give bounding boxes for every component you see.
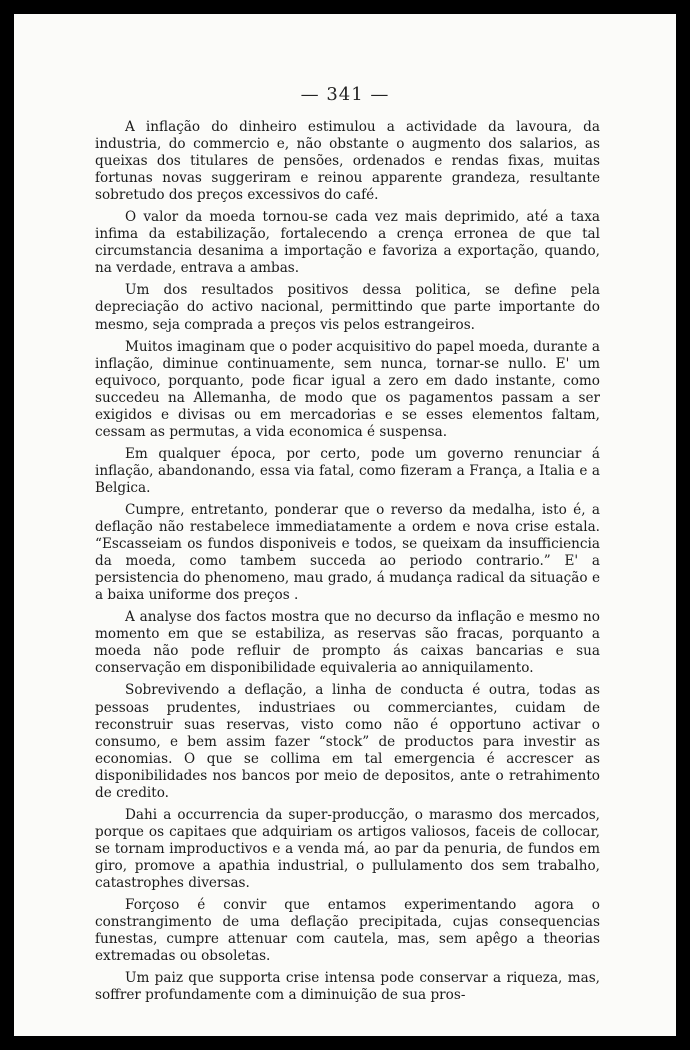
paragraph-3: Um dos resultados positivos dessa politica, se define pela depreciação do activo nacional, permittindo que parte importante do mesmo, seja comprada a preços vis pelos estrangeiros.: [95, 282, 600, 333]
paragraph-9: Dahi a occurrencia da super-producção, o marasmo dos mercados, porque os capitaes que adquiriam os artigos valiosos, faceis de collocar, se tornam improductivos e a venda má, ao par da penuria, de fundos em giro, promove a apathia industrial, o pullulamento dos sem trabalho, catastrophes diversas.: [95, 806, 600, 891]
page-number: — 341 —: [300, 84, 390, 105]
paragraph-2: O valor da moeda tornou-se cada vez mais deprimido, até a taxa infima da estabilização, fortalecendo a crença erronea de que tal circumstancia desanima a importação e favoriza a exportação, quando, na verdade, entrava a ambas.: [95, 209, 600, 277]
paragraph-8: Sobrevivendo a deflação, a linha de conducta é outra, todas as pessoas prudentes, industriaes ou commerciantes, cuidam de reconstruir suas reservas, visto como não é opportuno activar o consumo, e bem assim fazer “stock” de productos para investir as economias. O que se collima em tal emergencia é accrescer as disponibilidades nos bancos por meio de depositos, ante o retrahimento de credito.: [95, 682, 600, 801]
paragraph-11: Um paiz que supporta crise intensa pode conservar a riqueza, mas, soffrer profundamente com a diminuição de sua pros-: [95, 970, 600, 1004]
body-text: [95, 119, 600, 1009]
paragraph-6: Cumpre, entretanto, ponderar que o reverso da medalha, isto é, a deflação não restabelece immediatamente a ordem e nova crise estala. “Escasseiam os fundos disponiveis e todos, se queixam da insufficiencia da moeda, como tambem succeda ao periodo contrario.” E' a persistencia do phenomeno, mau grado, á mudança radical da situação e a baixa uniforme dos preços .: [95, 501, 600, 604]
document-page: [14, 14, 676, 1036]
paragraph-1: A inflação do dinheiro estimulou a actividade da lavoura, da industria, do commercio e, não obstante o augmento dos salarios, as queixas dos titulares de pensões, ordenados e rendas fixas, muitas fortunas novas suggeriram e reinou apparente grandeza, resultante sobretudo dos preços excessivos do café.: [95, 119, 600, 204]
paragraph-10: Forçoso é convir que entamos experimentando agora o constrangimento de uma deflação precipitada, cujas consequencias funestas, cumpre attenuar com cautela, mas, sem apêgo a theorias extremadas ou obsoletas.: [95, 897, 600, 965]
paragraph-5: Em qualquer época, por certo, pode um governo renunciar á inflação, abandonando, essa via fatal, como fizeram a França, a Italia e a Belgica.: [95, 445, 600, 496]
paragraph-4: Muitos imaginam que o poder acquisitivo do papel moeda, durante a inflação, diminue continuamente, sem nunca, tornar-se nullo. E' um equivoco, porquanto, pode ficar igual a zero em dado instante, como succedeu na Allemanha, de modo que os pagamentos passam a ser exigidos e divisas ou em mercadorias e se esses elementos faltam, cessam as permutas, a vida economica é suspensa.: [95, 338, 600, 440]
paragraph-7: A analyse dos factos mostra que no decurso da inflação e mesmo no momento em que se estabiliza, as reservas são fracas, porquanto a moeda não pode refluir de prompto ás caixas bancarias e sua conservação em disponibilidade equivaleria ao anniquilamento.: [95, 609, 600, 677]
